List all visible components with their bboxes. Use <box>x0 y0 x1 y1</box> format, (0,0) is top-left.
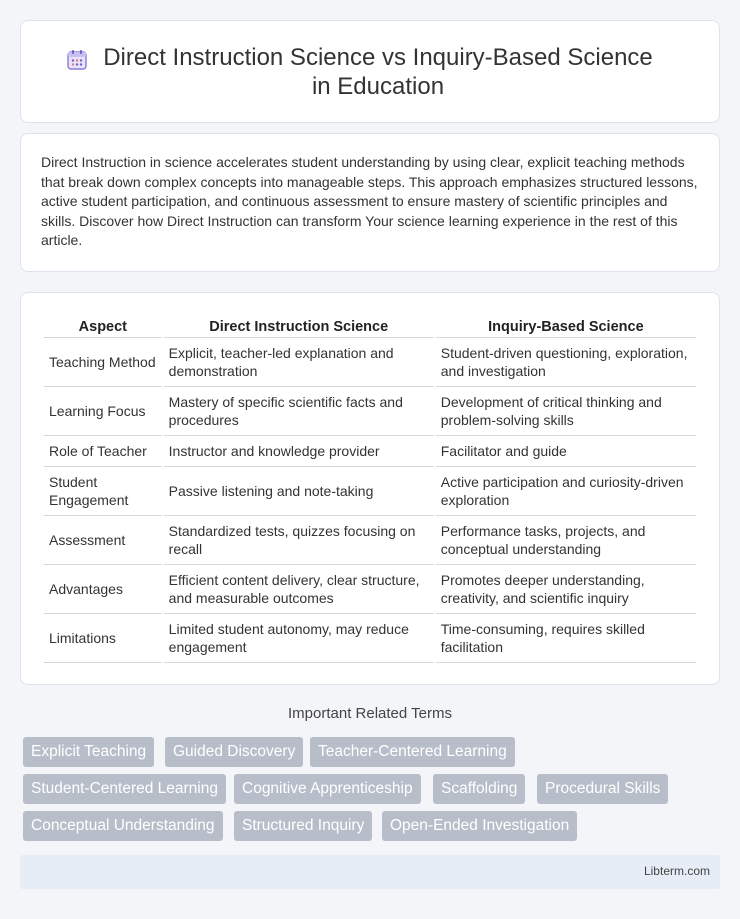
related-terms-heading: Important Related Terms <box>288 705 452 722</box>
comparison-card <box>20 292 720 685</box>
table-row <box>44 387 696 436</box>
tag-guided-discovery[interactable]: Guided Discovery <box>165 737 303 767</box>
row-direct: Mastery of specific scientific facts and procedures <box>164 387 434 436</box>
row-inquiry: Facilitator and guide <box>436 436 696 467</box>
header-direct-instruction: Direct Instruction Science <box>164 313 434 338</box>
header-aspect: Aspect <box>44 313 162 338</box>
tag-conceptual-understanding[interactable]: Conceptual Understanding <box>23 811 223 841</box>
intro-paragraph: Direct Instruction in science accelerates student understanding by using clear, explicit teaching methods that break down complex concepts into manageable steps. This approach emphasizes structured lessons, active student participation, and continuous assessment to ensure mastery of scientific principles and skills. Discover how Direct Instruction can transform Your science learning experience in the rest of this article. <box>41 154 698 249</box>
table-row <box>44 614 696 663</box>
row-inquiry: Development of critical thinking and problem-solving skills <box>436 387 696 436</box>
row-direct: Passive listening and note-taking <box>164 467 434 516</box>
footer <box>20 855 720 889</box>
row-aspect: Student Engagement <box>44 467 162 516</box>
table-row <box>44 467 696 516</box>
tag-cognitive-apprenticeship[interactable]: Cognitive Apprenticeship <box>234 774 421 804</box>
row-direct: Standardized tests, quizzes focusing on recall <box>164 516 434 565</box>
row-aspect: Advantages <box>44 565 162 614</box>
row-inquiry: Time-consuming, requires skilled facilitation <box>436 614 696 663</box>
row-inquiry: Active participation and curiosity-driven exploration <box>436 467 696 516</box>
tag-structured-inquiry[interactable]: Structured Inquiry <box>234 811 372 841</box>
tag-explicit-teaching[interactable]: Explicit Teaching <box>23 737 154 767</box>
row-aspect: Limitations <box>44 614 162 663</box>
table-row <box>44 516 696 565</box>
table-row <box>44 338 696 387</box>
tag-open-ended-investigation[interactable]: Open-Ended Investigation <box>382 811 577 841</box>
row-direct: Efficient content delivery, clear structure, and measurable outcomes <box>164 565 434 614</box>
row-aspect: Assessment <box>44 516 162 565</box>
page-title: Direct Instruction Science vs Inquiry-Based Science in Education <box>103 43 653 100</box>
row-aspect: Role of Teacher <box>44 436 162 467</box>
table-row <box>44 436 696 467</box>
intro-card <box>20 133 720 272</box>
row-direct: Explicit, teacher-led explanation and demonstration <box>164 338 434 387</box>
row-direct: Instructor and knowledge provider <box>164 436 434 467</box>
header-inquiry-based: Inquiry-Based Science <box>436 313 696 338</box>
tag-scaffolding[interactable]: Scaffolding <box>433 774 525 804</box>
tag-teacher-centered-learning[interactable]: Teacher-Centered Learning <box>310 737 515 767</box>
table-row <box>44 565 696 614</box>
row-inquiry: Performance tasks, projects, and conceptual understanding <box>436 516 696 565</box>
footer-site-link[interactable]: Libterm.com <box>643 864 710 878</box>
row-aspect: Learning Focus <box>44 387 162 436</box>
tag-procedural-skills[interactable]: Procedural Skills <box>537 774 668 804</box>
row-inquiry: Promotes deeper understanding, creativity, and scientific inquiry <box>436 565 696 614</box>
row-inquiry: Student-driven questioning, exploration, and investigation <box>436 338 696 387</box>
row-direct: Limited student autonomy, may reduce engagement <box>164 614 434 663</box>
tag-student-centered-learning[interactable]: Student-Centered Learning <box>23 774 226 804</box>
row-aspect: Teaching Method <box>44 338 162 387</box>
title-card <box>20 20 720 123</box>
table-header-row <box>44 313 696 338</box>
comparison-table <box>42 313 698 663</box>
